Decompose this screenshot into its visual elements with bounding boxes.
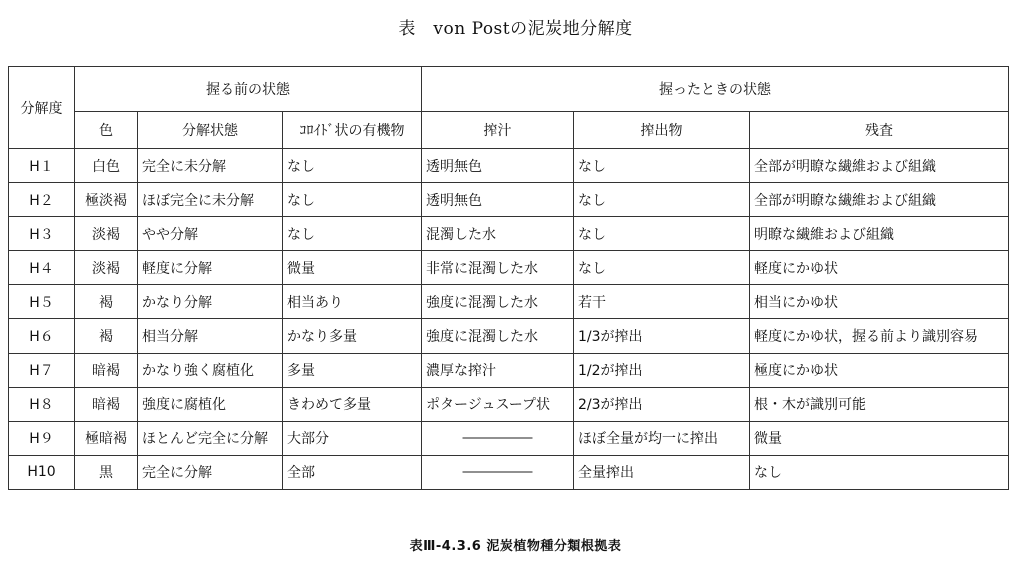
- colloid-cell: 微量: [283, 251, 422, 285]
- juice-cell: ポタージュスープ状: [422, 387, 574, 421]
- colloid-cell: なし: [283, 183, 422, 217]
- table-row: [9, 251, 1009, 285]
- colloid-cell: なし: [283, 217, 422, 251]
- decomp-state-cell: ほぼ完全に未分解: [138, 183, 283, 217]
- degree-cell: H７: [9, 353, 75, 387]
- degree-cell: H２: [9, 183, 75, 217]
- colloid-cell: なし: [283, 149, 422, 183]
- degree-cell: H３: [9, 217, 75, 251]
- extrudate-cell: ほぼ全量が均一に搾出: [574, 421, 750, 455]
- juice-cell: ―――――: [422, 455, 574, 489]
- decomp-state-cell: やや分解: [138, 217, 283, 251]
- color-cell: 黒: [75, 455, 138, 489]
- degree-cell: H１: [9, 149, 75, 183]
- header-after-group: 握ったときの状態: [422, 67, 1009, 112]
- degree-cell: H10: [9, 455, 75, 489]
- color-cell: 淡褐: [75, 251, 138, 285]
- table-row: [9, 455, 1009, 489]
- decomp-state-cell: かなり分解: [138, 285, 283, 319]
- decomp-state-cell: かなり強く腐植化: [138, 353, 283, 387]
- degree-cell: H５: [9, 285, 75, 319]
- color-cell: 暗褐: [75, 387, 138, 421]
- extrudate-cell: なし: [574, 183, 750, 217]
- decomp-state-cell: 完全に未分解: [138, 149, 283, 183]
- header-degree: 分解度: [9, 67, 75, 149]
- header-juice: 搾汁: [422, 112, 574, 149]
- juice-cell: 強度に混濁した水: [422, 285, 574, 319]
- juice-cell: ―――――: [422, 421, 574, 455]
- header-color: 色: [75, 112, 138, 149]
- juice-cell: 強度に混濁した水: [422, 319, 574, 353]
- color-cell: 暗褐: [75, 353, 138, 387]
- decomp-state-cell: 軽度に分解: [138, 251, 283, 285]
- table-row: [9, 285, 1009, 319]
- extrudate-cell: 1/3が搾出: [574, 319, 750, 353]
- header-colloid: ｺﾛｲﾄﾞ状の有機物: [283, 112, 422, 149]
- header-residue: 残査: [750, 112, 1009, 149]
- table-row: [9, 217, 1009, 251]
- extrudate-cell: 2/3が搾出: [574, 387, 750, 421]
- color-cell: 褐: [75, 319, 138, 353]
- color-cell: 極暗褐: [75, 421, 138, 455]
- residue-cell: 全部が明瞭な繊維および組織: [750, 183, 1009, 217]
- extrudate-cell: 1/2が搾出: [574, 353, 750, 387]
- juice-cell: 混濁した水: [422, 217, 574, 251]
- table-row: [9, 387, 1009, 421]
- color-cell: 白色: [75, 149, 138, 183]
- table-row: [9, 319, 1009, 353]
- decomp-state-cell: 強度に腐植化: [138, 387, 283, 421]
- table-row: [9, 421, 1009, 455]
- extrudate-cell: 若干: [574, 285, 750, 319]
- residue-cell: 明瞭な繊維および組織: [750, 217, 1009, 251]
- table-row: [9, 183, 1009, 217]
- extrudate-cell: 全量搾出: [574, 455, 750, 489]
- table-title: 表 von Postの泥炭地分解度: [398, 19, 633, 39]
- colloid-cell: 全部: [283, 455, 422, 489]
- residue-cell: なし: [750, 455, 1009, 489]
- colloid-cell: 相当あり: [283, 285, 422, 319]
- juice-cell: 透明無色: [422, 183, 574, 217]
- header-before-group: 握る前の状態: [75, 67, 422, 112]
- degree-cell: H８: [9, 387, 75, 421]
- colloid-cell: 多量: [283, 353, 422, 387]
- colloid-cell: きわめて多量: [283, 387, 422, 421]
- colloid-cell: 大部分: [283, 421, 422, 455]
- juice-cell: 非常に混濁した水: [422, 251, 574, 285]
- table-row: [9, 353, 1009, 387]
- residue-cell: 極度にかゆ状: [750, 353, 1009, 387]
- extrudate-cell: なし: [574, 251, 750, 285]
- decomp-state-cell: 完全に分解: [138, 455, 283, 489]
- residue-cell: 軽度にかゆ状: [750, 251, 1009, 285]
- extrudate-cell: なし: [574, 217, 750, 251]
- degree-cell: H６: [9, 319, 75, 353]
- color-cell: 淡褐: [75, 217, 138, 251]
- extrudate-cell: なし: [574, 149, 750, 183]
- table-body: [9, 149, 1009, 490]
- degree-cell: H９: [9, 421, 75, 455]
- header-extrudate: 搾出物: [574, 112, 750, 149]
- von-post-table: [8, 66, 1009, 490]
- figure-caption: 表Ⅲ-4.3.6 泥炭植物種分類根拠表: [409, 539, 622, 554]
- header-decomp-state: 分解状態: [138, 112, 283, 149]
- decomp-state-cell: 相当分解: [138, 319, 283, 353]
- colloid-cell: かなり多量: [283, 319, 422, 353]
- residue-cell: 微量: [750, 421, 1009, 455]
- color-cell: 極淡褐: [75, 183, 138, 217]
- residue-cell: 相当にかゆ状: [750, 285, 1009, 319]
- juice-cell: 透明無色: [422, 149, 574, 183]
- table-row: [9, 149, 1009, 183]
- decomp-state-cell: ほとんど完全に分解: [138, 421, 283, 455]
- juice-cell: 濃厚な搾汁: [422, 353, 574, 387]
- degree-cell: H４: [9, 251, 75, 285]
- residue-cell: 根・木が識別可能: [750, 387, 1009, 421]
- color-cell: 褐: [75, 285, 138, 319]
- residue-cell: 全部が明瞭な繊維および組織: [750, 149, 1009, 183]
- residue-cell: 軽度にかゆ状，握る前より識別容易: [750, 319, 1009, 353]
